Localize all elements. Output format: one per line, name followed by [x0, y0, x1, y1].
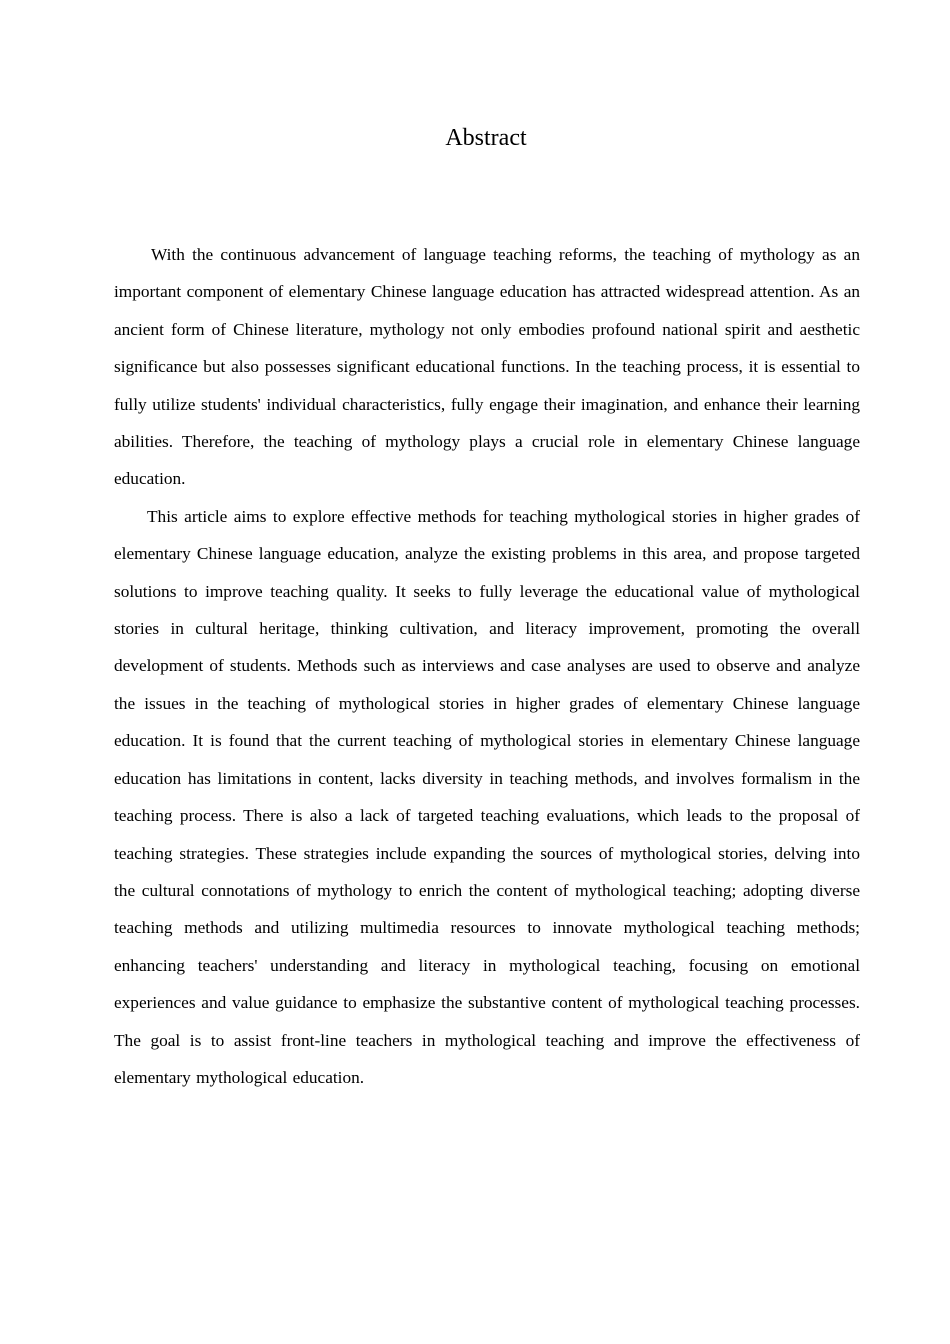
abstract-paragraph-2: This article aims to explore effective methods for teaching mythological stories in higher grades of elementary Chinese language education, analyze the existing problems in this area, and propose targeted solutions to improve teaching quality. It seeks to fully leverage the educational value of mythological stories in cultural heritage, thinking cultivation, and literacy improvement, promoting the overall development of students. Methods such as interviews and case analyses are used to observe and analyze the issues in the teaching of mythological stories in higher grades of elementary Chinese language education. It is found that the current teaching of mythological stories in elementary Chinese language education has limitations in content, lacks diversity in teaching methods, and involves formalism in the teaching process. There is also a lack of targeted teaching evaluations, which leads to the proposal of teaching strategies. These strategies include expanding the sources of mythological stories, delving into the cultural connotations of mythology to enrich the content of mythological teaching; adopting diverse teaching methods and utilizing multimedia resources to innovate mythological teaching methods; enhancing teachers' understanding and literacy in mythological teaching, focusing on emotional experiences and value guidance to emphasize the substantive content of mythological teaching processes. The goal is to assist front-line teachers in mythological teaching and improve the effectiveness of elementary mythological education.	[114, 506, 860, 1087]
page-title: Abstract	[445, 125, 527, 151]
abstract-paragraph-1: With the continuous advancement of language teaching reforms, the teaching of mythology as an important component of elementary Chinese language education has attracted widespread attention. As an ancient form of Chinese literature, mythology not only embodies profound national spirit and aesthetic significance but also possesses significant educational functions. In the teaching process, it is essential to fully utilize students' individual characteristics, fully engage their imagination, and enhance their learning abilities. Therefore, the teaching of mythology plays a crucial role in elementary Chinese language education.	[114, 245, 860, 489]
abstract-body	[114, 236, 860, 1096]
